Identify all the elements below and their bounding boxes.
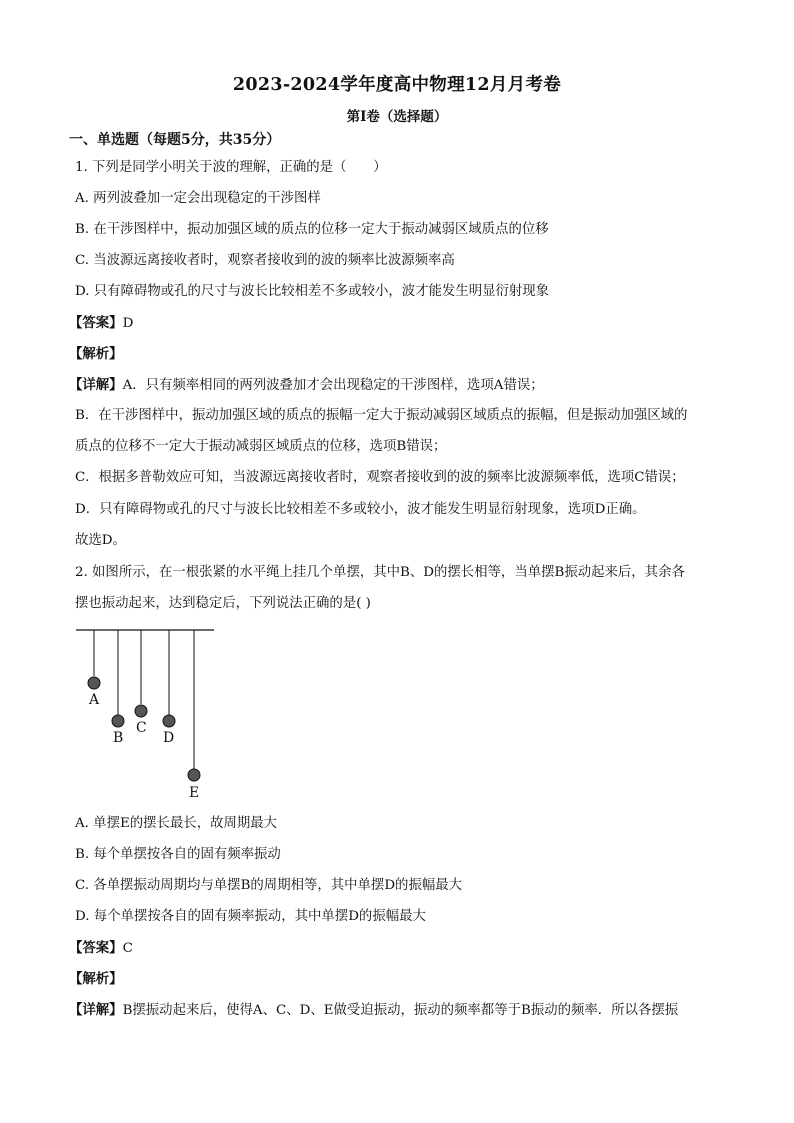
pendulum-label-b: B bbox=[113, 730, 124, 746]
q2-option-b: B. 每个单摆按各自的固有频率振动 bbox=[75, 847, 281, 862]
pendulum-label-c: C bbox=[136, 720, 147, 736]
q1-answer bbox=[69, 314, 133, 333]
q2-answer-value: C bbox=[122, 941, 133, 956]
q1-option-b: B. 在干涉图样中，振动加强区域的质点的位移一定大于振动减弱区域质点的位移 bbox=[75, 222, 549, 237]
q1-detail-label: 【详解】 bbox=[69, 377, 123, 393]
q2-detail-text: B摆振动起来后，使得A、C、D、E做受迫振动，振动的频率都等于B振动的频率．所以各摆振 bbox=[122, 1003, 679, 1018]
page-title: 2023-2024学年度高中物理12月月考卷 bbox=[232, 75, 562, 95]
q1-option-d: D. 只有障碍物或孔的尺寸与波长比较相差不多或较小，波才能发生明显衍射现象 bbox=[75, 284, 550, 299]
pendulum-label-e: E bbox=[189, 785, 200, 801]
q2-option-c: C. 各单摆振动周期均与单摆B的周期相等，其中单摆D的振幅最大 bbox=[75, 878, 463, 893]
q2-analysis-label: 【解析】 bbox=[69, 971, 123, 987]
q1-option-c: C. 当波源远离接收者时，观察者接收到的波的频率比波源频率高 bbox=[75, 253, 455, 268]
q1-detail-line-1 bbox=[69, 376, 544, 395]
q2-stem-line-2: 摆也振动起来，达到稳定后，下列说法正确的是( ) bbox=[75, 596, 371, 611]
pendulum-b bbox=[112, 630, 124, 746]
q2-stem-line-1: 2. 如图所示，在一根张紧的水平绳上挂几个单摆，其中B、D的摆长相等，当单摆B振动起来后，其余各 bbox=[75, 565, 685, 580]
page-subtitle: 第I卷（选择题） bbox=[346, 109, 448, 125]
pendulum-label-d: D bbox=[163, 730, 175, 746]
pendulum-a bbox=[88, 630, 100, 708]
q1-option-a: A. 两列波叠加一定会出现稳定的干涉图样 bbox=[75, 191, 321, 206]
pendulum-e bbox=[188, 630, 200, 801]
q1-answer-label: 【答案】 bbox=[69, 315, 123, 331]
q1-detail-line-2: B．在干涉图样中，振动加强区域的质点的振幅一定大于振动减弱区域质点的振幅，但是振动加强区域的 bbox=[75, 408, 688, 423]
q1-detail-line-5: D．只有障碍物或孔的尺寸与波长比较相差不多或较小，波才能发生明显衍射现象，选项D正确。 bbox=[75, 502, 646, 517]
pendulum-d bbox=[163, 630, 175, 746]
pendulum-label-a: A bbox=[89, 692, 100, 708]
q2-detail-line-1 bbox=[69, 1001, 678, 1020]
q2-detail-label: 【详解】 bbox=[69, 1002, 123, 1018]
section-heading: 一、单选题（每题5分，共35分） bbox=[69, 132, 281, 148]
pendulum-c bbox=[135, 630, 147, 736]
pendulum-figure bbox=[74, 624, 224, 804]
q1-detail-line-6: 故选D。 bbox=[75, 533, 126, 548]
q1-answer-value: D bbox=[122, 316, 134, 331]
q1-detail-line-3: 质点的位移不一定大于振动减弱区域质点的位移，选项B错误； bbox=[75, 439, 447, 454]
q1-analysis-label: 【解析】 bbox=[69, 346, 123, 362]
q2-option-d: D. 每个单摆按各自的固有频率振动，其中单摆D的振幅最大 bbox=[75, 909, 426, 924]
q1-detail-line-4: C．根据多普勒效应可知，当波源远离接收者时，观察者接收到的波的频率比波源频率低，选项C错误； bbox=[75, 470, 685, 485]
q1-detail-text-1: A．只有频率相同的两列波叠加才会出现稳定的干涉图样，选项A错误； bbox=[122, 378, 544, 393]
q1-stem: 1. 下列是同学小明关于波的理解，正确的是（ ） bbox=[75, 160, 387, 175]
q2-answer bbox=[69, 939, 133, 958]
q2-option-a: A. 单摆E的摆长最长，故周期最大 bbox=[75, 816, 278, 831]
q2-answer-label: 【答案】 bbox=[69, 940, 123, 956]
